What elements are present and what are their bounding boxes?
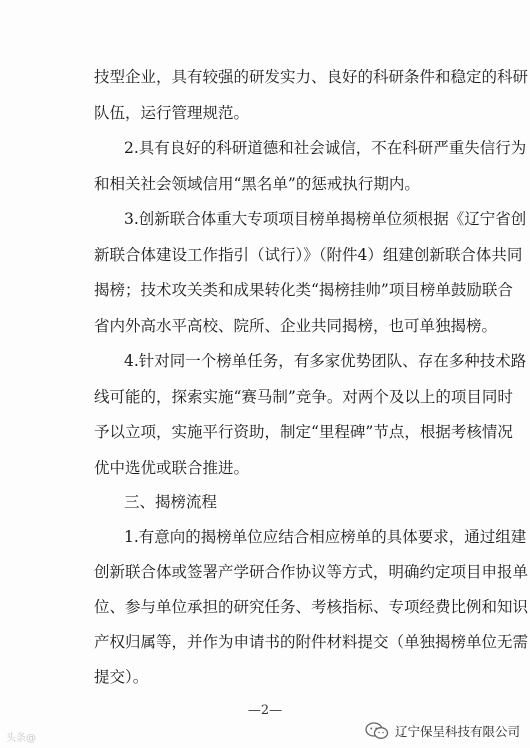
body-line: 优中选优或联合推进。 [94, 459, 250, 477]
body-line: 和相关社会领域信用“黑名单”的惩戒执行期内。 [94, 175, 420, 193]
body-line: 3.创新联合体重大专项项目榜单揭榜单位须根据《辽宁省创 [124, 210, 527, 228]
body-line: 省内外高水平高校、院所、企业共同揭榜，也可单独揭榜。 [94, 317, 498, 335]
body-line: 位、参与单位承担的研究任务、考核指标、专项经费比例和知识 [94, 598, 529, 616]
body-line: 创新联合体或签署产学研合作协议等方式，明确约定项目申报单 [94, 563, 529, 581]
body-line: 产权归属等，并作为申请书的附件材料提交（单独揭榜单位无需 [94, 633, 529, 651]
body-line: 予以立项，实施平行资助，制定“里程碑”节点，根据考核情况 [94, 423, 513, 441]
watermark-company: 辽宁保呈科技有限公司 [394, 724, 520, 739]
body-line: 提交）。 [94, 668, 149, 686]
body-line: 2.具有良好的科研道德和社会诚信，不在科研严重失信行为 [124, 139, 527, 157]
section-heading: 三、揭榜流程 [124, 493, 218, 511]
body-line: 线可能的，探索实施“赛马制”竞争。对两个及以上的项目同时 [94, 388, 513, 406]
wechat-watermark [365, 721, 520, 741]
body-line: 队伍，运行管理规范。 [94, 104, 250, 122]
body-line: 4.针对同一个榜单任务，有多家优势团队、存在多种技术路 [124, 352, 527, 370]
watermark-left: 头条@ [6, 733, 36, 744]
body-line: 1.有意向的揭榜单位应结合相应榜单的具体要求，通过组建 [124, 528, 527, 546]
page-number: —2— [247, 703, 283, 718]
body-line: 揭榜；技术攻关类和成果转化类“揭榜挂帅”项目榜单鼓励联合 [94, 281, 513, 299]
wechat-icon [365, 722, 389, 740]
body-line: 新联合体建设工作指引（试行）》（附件4）组建创新联合体共同 [94, 246, 523, 264]
body-line: 技型企业，具有较强的研发实力、良好的科研条件和稳定的科研 [94, 68, 529, 86]
